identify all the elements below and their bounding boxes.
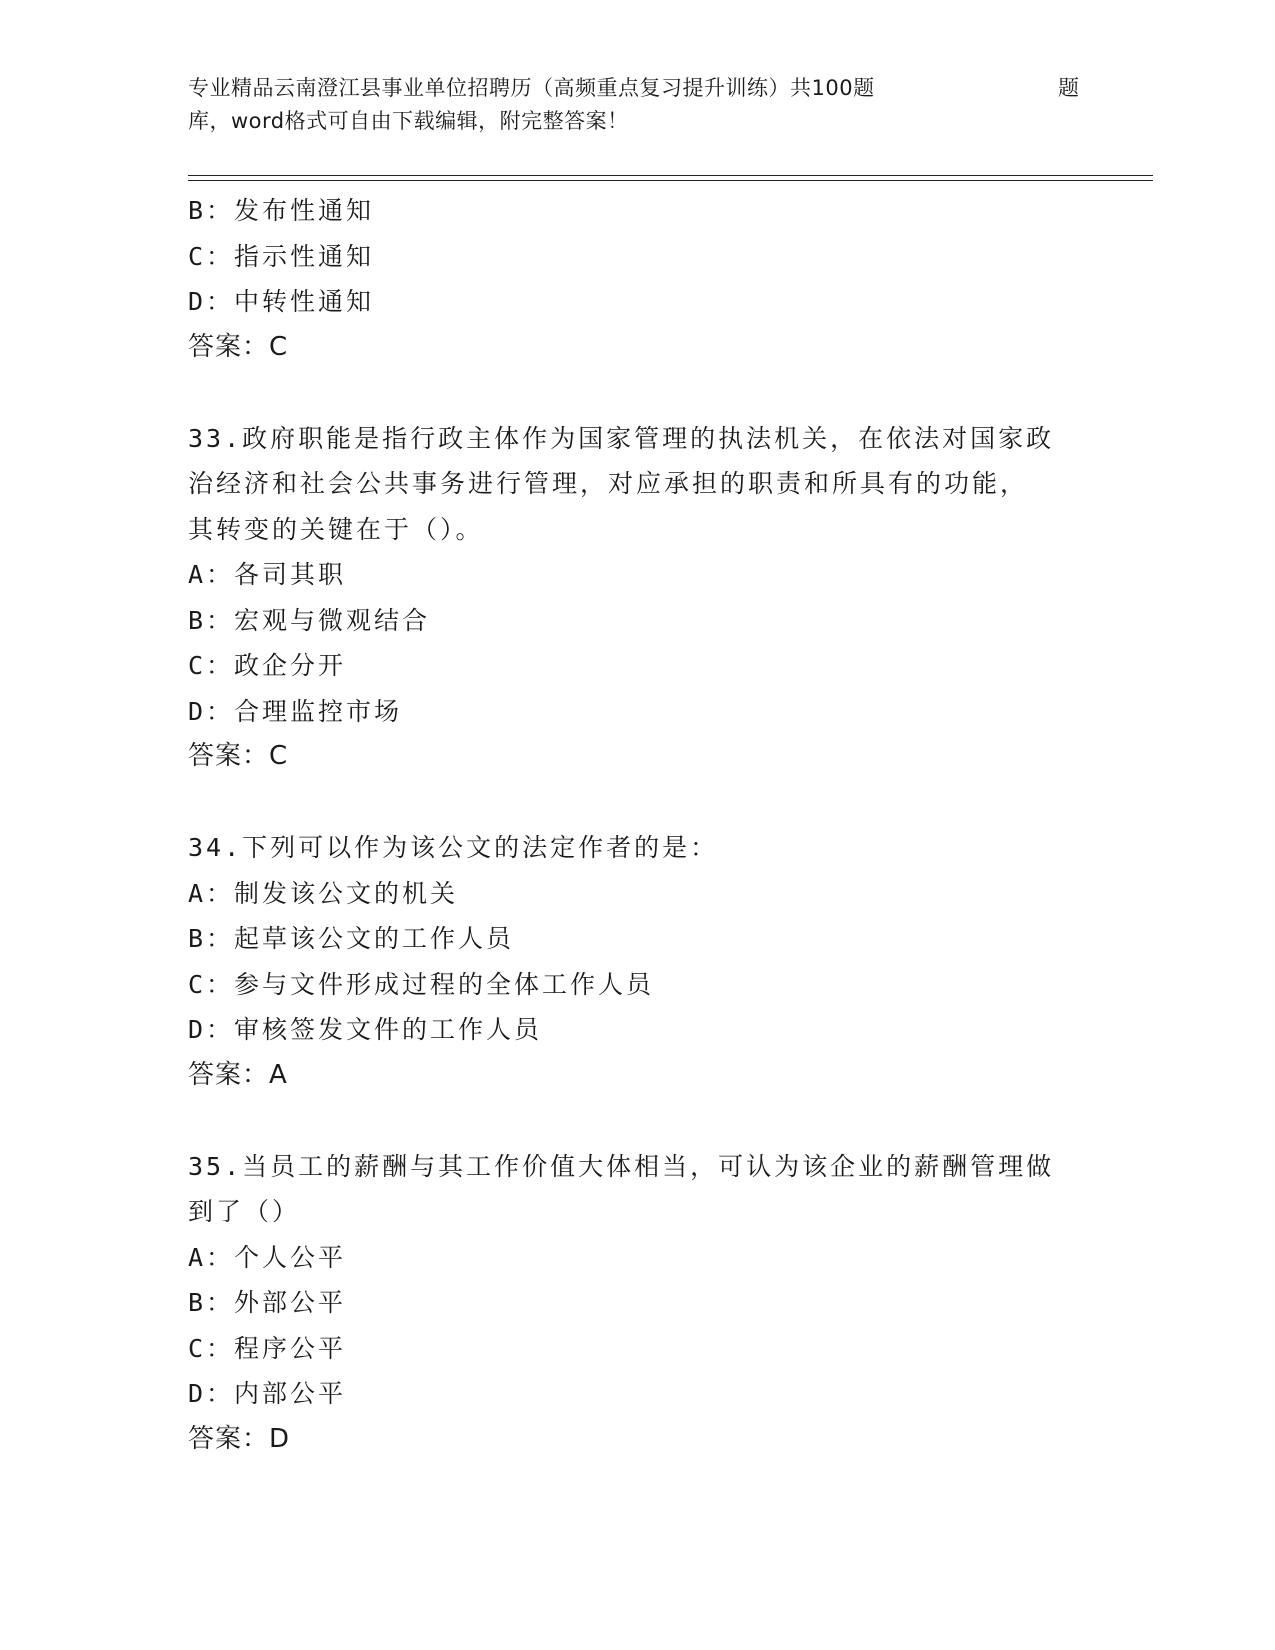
answer-line: 答案：D xyxy=(188,1423,291,1454)
header-title-tail: 题 xyxy=(1058,76,1080,100)
option-c: C：指示性通知 xyxy=(188,241,375,271)
option-b: B：外部公平 xyxy=(188,1288,347,1317)
answer-line: 答案：C xyxy=(188,741,289,771)
question-33 xyxy=(188,416,1088,780)
option-b: B：发布性通知 xyxy=(188,196,375,225)
spacer xyxy=(188,370,1088,416)
option-c: C：程序公平 xyxy=(188,1333,347,1363)
option-a: A：制发该公文的机关 xyxy=(188,878,459,908)
option-a: A：个人公平 xyxy=(188,1242,347,1272)
header-title-part1: 专业精品云南澄江县事业单位招聘历（高频重点复习提升训练）共100题 xyxy=(188,76,875,100)
option-d: D：审核签发文件的工作人员 xyxy=(188,1015,543,1044)
question-text-line: 35.当员工的薪酬与其工作价值大体相当，可认为该企业的薪酬管理做 xyxy=(188,1151,1055,1181)
question-35 xyxy=(188,1144,1088,1463)
option-b: B：起草该公文的工作人员 xyxy=(188,924,515,953)
question-text-line: 34.下列可以作为该公文的法定作者的是： xyxy=(188,833,719,862)
answer-line: 答案：C xyxy=(188,331,289,362)
header-divider-bottom xyxy=(188,180,1153,181)
option-a: A：各司其职 xyxy=(188,560,347,589)
question-32-continued xyxy=(188,188,1088,370)
answer-line: 答案：A xyxy=(188,1059,288,1090)
header-line-1 xyxy=(188,72,1088,105)
header-line-2: 库，word格式可自由下载编辑，附完整答案！ xyxy=(188,109,629,133)
spacer xyxy=(188,780,1088,826)
option-c: C：政企分开 xyxy=(188,651,347,680)
question-34 xyxy=(188,825,1088,1098)
option-c: C：参与文件形成过程的全体工作人员 xyxy=(188,969,655,999)
option-d: D：内部公平 xyxy=(188,1379,347,1408)
question-text-line: 到了（） xyxy=(188,1197,301,1226)
document-body xyxy=(188,188,1088,1462)
question-text-line: 其转变的关键在于（）。 xyxy=(188,514,484,544)
page-header xyxy=(188,72,1088,138)
spacer xyxy=(188,1098,1088,1144)
option-d: D：中转性通知 xyxy=(188,287,375,316)
question-text-line: 治经济和社会公共事务进行管理，对应承担的职责和所具有的功能， xyxy=(188,469,1029,498)
question-text-line: 33.政府职能是指行政主体作为国家管理的执法机关，在依法对国家政 xyxy=(188,423,1055,453)
option-d: D：合理监控市场 xyxy=(188,696,403,726)
header-divider-top xyxy=(188,175,1153,176)
option-b: B：宏观与微观结合 xyxy=(188,605,431,635)
